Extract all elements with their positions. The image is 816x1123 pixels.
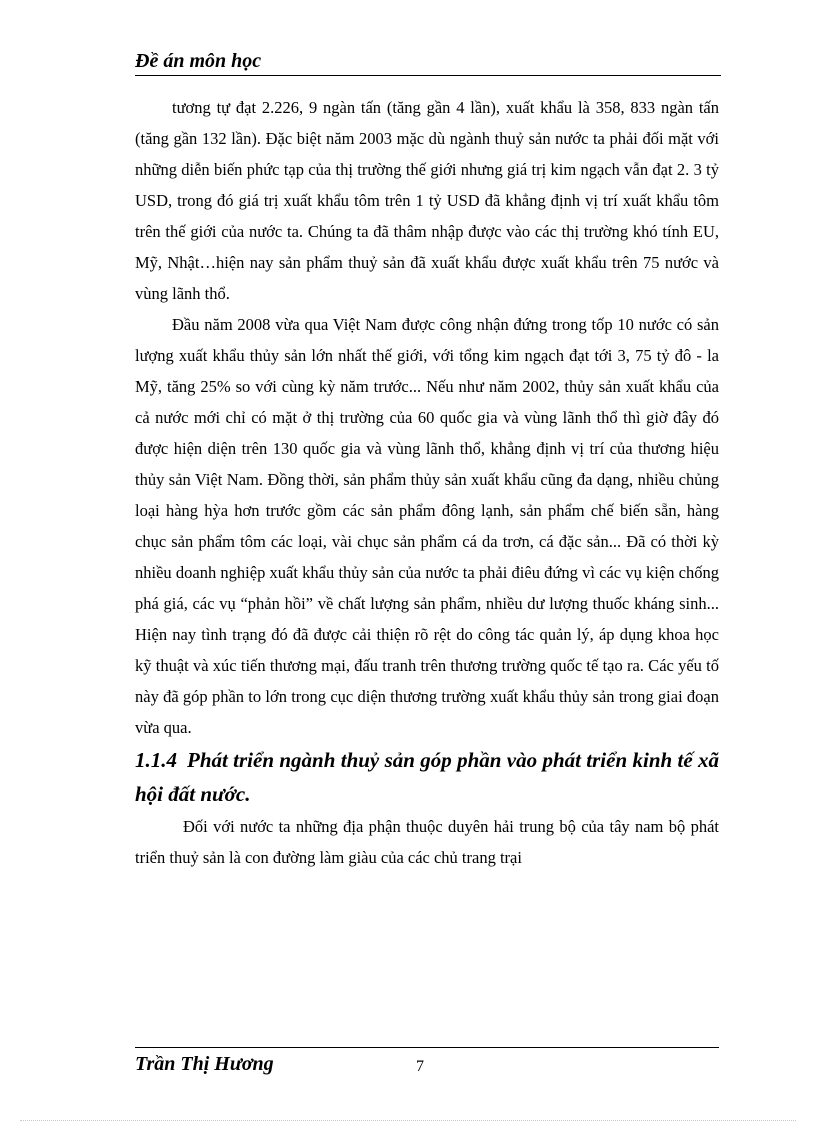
page-bottom-border [20, 1120, 796, 1121]
paragraph-continuation: tương tự đạt 2.226, 9 ngàn tấn (tăng gần 4 lần), xuất khẩu là 358, 833 ngàn tấn (tăng gần 132 lần). Đặc biệt năm 2003 mặc dù ngành thuỷ sản nước ta phải đối mặt với những diễn biến phức tạp của thị trường thế giới nhưng giá trị kim ngạch vẫn đạt 2. 3 tỷ USD, trong đó giá trị xuất khẩu tôm trên 1 tỷ USD đã khẳng định vị trí xuất khẩu tôm trên thế giới của nước ta. Chúng ta đã thâm nhập được vào các thị trường khó tính EU, Mỹ, Nhật…hiện nay sản phẩm thuỷ sản đã xuất khẩu được xuất khẩu trên 75 nước và vùng lãnh thổ. [135, 98, 719, 303]
page-header [135, 48, 721, 76]
section-number: 1.1.4 [135, 748, 177, 772]
footer-author: Trần Thị Hương [135, 1053, 274, 1075]
page-number: 7 [416, 1058, 424, 1075]
footer-divider [135, 1047, 719, 1048]
paragraph-coastal-regions: Đối với nước ta những địa phận thuộc duyên hải trung bộ của tây nam bộ phát triển thuỷ sản là con đường làm giàu của các chủ trang trại [135, 817, 719, 867]
document-body [135, 92, 719, 873]
paragraph-export-2008: Đầu năm 2008 vừa qua Việt Nam được công nhận đứng trong tốp 10 nước có sản lượng xuất khẩu thủy sản lớn nhất thế giới, với tổng kim ngạch đạt tới 3, 75 tỷ đô - la Mỹ, tăng 25% so với cùng kỳ năm trước... Nếu như năm 2002, thủy sản xuất khẩu của cả nước mới chỉ có mặt ở thị trường của 60 quốc gia và vùng lãnh thổ thì giờ đây đó được hiện diện trên 130 quốc gia và vùng lãnh thổ, khẳng định vị trí của thương hiệu thủy sản Việt Nam. Đồng thời, sản phẩm thủy sản xuất khẩu cũng đa dạng, nhiều chủng loại hàng hỳa hơn trước gồm các sản phẩm đông lạnh, sản phẩm chế biến sẵn, hàng chục sản phẩm tôm các loại, vài chục sản phẩm cá da trơn, cá đặc sản... Đã có thời kỳ nhiều doanh nghiệp xuất khẩu thủy sản của nước ta phải điêu đứng vì các vụ kiện chống phá giá, các vụ “phản hồi” về chất lượng sản phẩm, nhiều dư lượng thuốc kháng sinh... Hiện nay tình trạng đó đã được cải thiện rõ rệt do công tác quản lý, áp dụng khoa học kỹ thuật và xúc tiến thương mại, đấu tranh trên thương trường quốc tế tạo ra. Các yếu tố này đã góp phần to lớn trong cục diện thương trường xuất khẩu thủy sản trong giai đoạn vừa qua. [135, 315, 719, 737]
section-heading [135, 743, 719, 811]
section-title: Phát triển ngành thuỷ sản góp phần vào phát triển kinh tế xã hội đất nước. [135, 748, 719, 806]
header-title: Đề án môn học [135, 50, 262, 72]
